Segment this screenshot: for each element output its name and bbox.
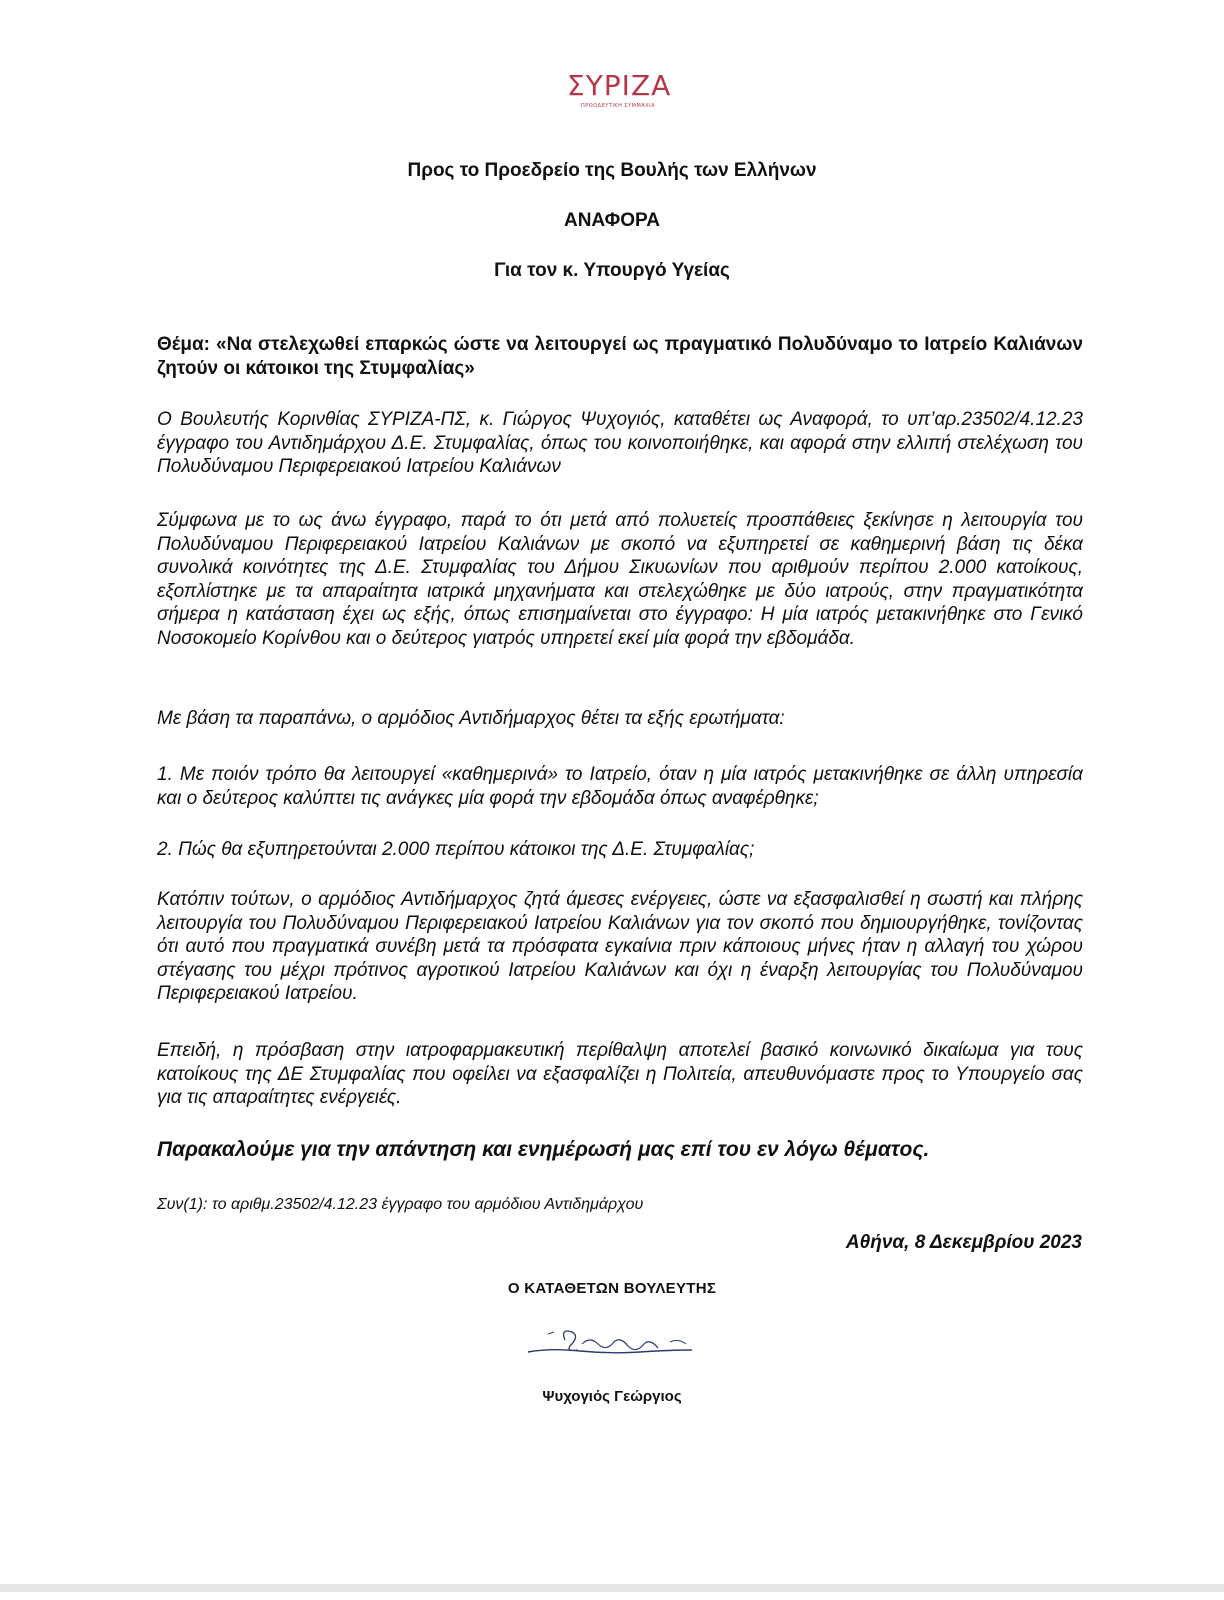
- question-2: 2. Πώς θα εξυπηρετούνται 2.000 περίπου κάτοικοι της Δ.Ε. Στυμφαλίας;: [157, 839, 755, 860]
- handwritten-signature: [520, 1322, 700, 1372]
- question-1: 1. Με ποιόν τρόπο θα λειτουργεί «καθημερινά» το Ιατρείο, όταν η μία ιατρός μετακινήθηκε σε άλλη υπηρεσία και ο δεύτερος καλύπτει τις ανάγκες μία φορά την εβδομάδα όπως αναφέρθηκε;: [157, 764, 1083, 809]
- logo-subtext: ΠΡΟΟΔΕΥΤΙΚΗ ΣΥΜΜΑΧΙΑ: [581, 103, 656, 109]
- addressee-line: Για τον κ. Υπουργό Υγείας: [494, 260, 730, 281]
- paragraph-questions-intro: Με βάση τα παραπάνω, ο αρμόδιος Αντιδήμαρχος θέτει τα εξής ερωτήματα:: [157, 708, 785, 729]
- recipient-line: Προς το Προεδρείο της Βουλής των Ελλήνων: [407, 160, 817, 181]
- subject-line: Θέμα: «Να στελεχωθεί επαρκώς ώστε να λειτουργεί ως πραγματικό Πολυδύναμο το Ιατρείο Καλιάνων ζητούν οι κάτοικοι της Στυμφαλίας»: [157, 334, 1083, 379]
- signer-name: Ψυχογιός Γεώργιος: [542, 1388, 682, 1405]
- paragraph-intro: Ο Βουλευτής Κορινθίας ΣΥΡΙΖΑ-ΠΣ, κ. Γιώργος Ψυχογιός, καταθέτει ως Αναφορά, το υπ’αρ.23502/4.12.23 έγγραφο του Αντιδημάρχου Δ.Ε. Στυμφαλίας, όπως του κοινοποιήθηκε, και αφορά στην ελλιπή στελέχωση του Πολυδύναμου Περιφερειακού Ιατρείου Καλιάνων: [157, 409, 1083, 477]
- signer-title: Ο ΚΑΤΑΘΕΤΩΝ ΒΟΥΛΕΥΤΗΣ: [507, 1280, 717, 1297]
- date-line: Αθήνα, 8 Δεκεμβρίου 2023: [845, 1232, 1082, 1253]
- document-type: ΑΝΑΦΟΡΑ: [563, 210, 660, 231]
- paragraph-conclusion: Επειδή, η πρόσβαση στην ιατροφαρμακευτική περίθαλψη αποτελεί βασικό κοινωνικό δικαίωμα για τους κατοίκους της ΔΕ Στυμφαλίας που οφείλει να εξασφαλίζει η Πολιτεία, απευθυνόμαστε προς το Υπουργείο σας για τις απαραίτητες ενέργειές.: [157, 1040, 1083, 1108]
- logo-text: ΣΥΡΙΖΑ: [567, 69, 672, 102]
- party-logo: [555, 60, 685, 112]
- paragraph-situation: Σύμφωνα με το ως άνω έγγραφο, παρά το ότι μετά από πολυετείς προσπάθειες ξεκίνησε η λειτουργία του Πολυδύναμου Περιφερειακού Ιατρείου Καλιάνων με σκοπό να εξυπηρετεί σε καθημερινή βάση τις δέκα συνολικά κοινότητες της Δ.Ε. Στυμφαλίας του Δήμου Σικυωνίων που αριθμούν περίπου 2.000 κατοίκους, εξοπλίστηκε με τα απαραίτητα ιατρικά μηχανήματα και στελεχώθηκε με δύο ιατρούς, στην πραγματικότητα σήμερα η κατάσταση έχει ως εξής, όπως επισημαίνεται στο έγγραφο: Η μία ιατρός μετακινήθηκε στο Γενικό Νοσοκομείο Κορίνθου και ο δεύτερος γιατρός υπηρετεί εκεί μία φορά την εβδομάδα.: [157, 510, 1083, 649]
- request-line: Παρακαλούμε για την απάντηση και ενημέρωσή μας επί του εν λόγω θέματος.: [157, 1138, 930, 1161]
- attachment-note: Συν(1): το αριθμ.23502/4.12.23 έγγραφο του αρμόδιου Αντιδημάρχου: [157, 1196, 644, 1213]
- paragraph-actions: Κατόπιν τούτων, ο αρμόδιος Αντιδήμαρχος ζητά άμεσες ενέργειες, ώστε να εξασφαλισθεί η σωστή και πλήρης λειτουργία του Πολυδύναμου Περιφερειακού Ιατρείου Καλιάνων για τον σκοπό που δημιουργήθηκε, τονίζοντας ότι αυτό που πραγματικά συνέβη μετά τα πρόσφατα εγκαίνια πριν κάποιους μήνες ήταν η αλλαγή του χώρου στέγασης του μέχρι πρότινος αγροτικού Ιατρείου Καλιάνων και όχι η έναρξη λειτουργίας του Πολυδύναμου Περιφερειακού Ιατρείου.: [157, 889, 1083, 1004]
- page-bottom-bar: [0, 1584, 1224, 1592]
